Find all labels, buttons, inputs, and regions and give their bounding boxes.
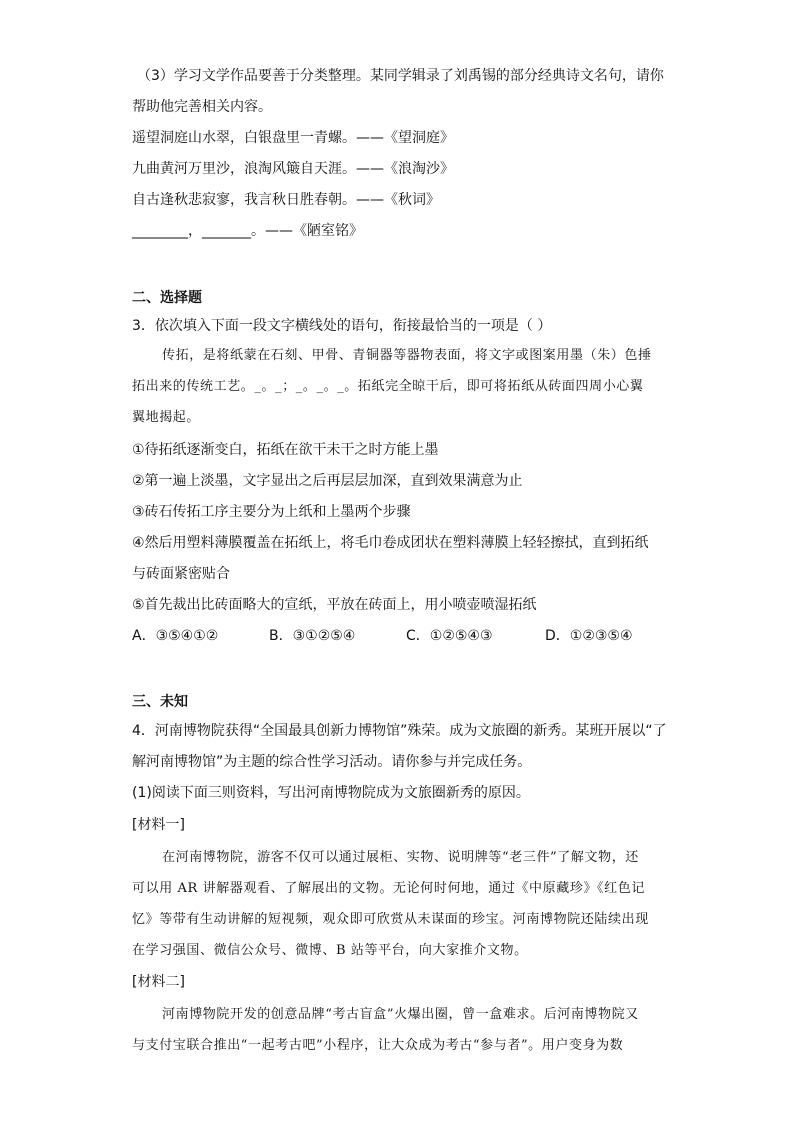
q3-passage-line-2: 拓出来的传统工艺。_。_；_。_。_。拓纸完全晾干后，即可将拓纸从砖面四周小心翼 xyxy=(132,379,644,394)
q3-item-3: ③砖石传拓工序主要分为上纸和上墨两个步骤 xyxy=(132,504,411,520)
poem-line-3: 自古逢秋悲寂寥，我言秋日胜春朝。——《秋词》 xyxy=(132,192,440,208)
section-2-heading: 二、选择题 xyxy=(132,290,202,306)
option-a[interactable]: A．③⑤④①② xyxy=(132,628,219,644)
q3-item-5: ⑤首先裁出比砖面略大的宣纸，平放在砖面上，用小喷壶喷湿拓纸 xyxy=(132,597,537,613)
q3-options xyxy=(132,626,633,646)
material-2-label: [材料二] xyxy=(132,974,185,990)
material-1-line-4: 在学习强国、微信公众号、微博、B 站等平台，向大家推介文物。 xyxy=(132,943,528,958)
section-3-heading: 三、未知 xyxy=(132,694,188,710)
q3-item-4-cont: 与砖面紧密贴合 xyxy=(132,566,230,582)
poem-line-1: 遥望洞庭山水翠，白银盘里一青螺。——《望洞庭》 xyxy=(132,130,454,146)
q4-line-1: 4．河南博物院获得“全国最具创新力博物馆”殊荣。成为文旅圈的新秀。某班开展以“了 xyxy=(132,723,667,739)
q3-passage-line-1: 传拓，是将纸蒙在石刻、甲骨、青铜器等器物表面，将文字或图案用墨（朱）色捶 xyxy=(162,348,652,363)
option-d[interactable]: D．①②③⑤④ xyxy=(545,628,633,644)
poem-line-2: 九曲黄河万里沙，浪淘风簸自天涯。——《浪淘沙》 xyxy=(132,161,454,177)
material-2-line-2: 与支付宝联合推出“一起考古吧”小程序，让大众成为考古“参与者”。用户变身为数 xyxy=(132,1038,624,1053)
q4-line-2: 解河南博物馆”为主题的综合性学习活动。请你参与并完成任务。 xyxy=(132,754,532,770)
q4-line-3: (1)阅读下面三则资料，写出河南博物院成为文旅圈新秀的原因。 xyxy=(132,785,530,801)
material-1-label: [材料一] xyxy=(132,817,185,833)
material-1-line-1: 在河南博物院，游客不仅可以通过展柜、实物、说明牌等“老三件”了解文物，还 xyxy=(162,850,639,865)
q3-item-1: ①待拓纸逐渐变白，拓纸在欲干未干之时方能上墨 xyxy=(132,442,439,458)
material-1-line-2: 可以用 AR 讲解器观看、了解展出的文物。无论何时何地，通过《中原藏珍》《红色记 xyxy=(132,881,645,896)
q-prev-line-1: （3）学习文学作品要善于分类整理。某同学辑录了刘禹锡的部分经典诗文名句，请你 xyxy=(137,68,664,84)
option-c[interactable]: C．①②⑤④③ xyxy=(406,628,493,644)
q-prev-line-2: 帮助他完善相关内容。 xyxy=(132,99,272,115)
option-b[interactable]: B．③①②⑤④ xyxy=(269,628,356,644)
q3-passage-line-3: 翼地揭起。 xyxy=(132,410,201,425)
q3-stem: 3．依次填入下面一段文字横线处的语句，衔接最恰当的一项是（ ） xyxy=(132,318,552,334)
poem-line-4-blank: ________，_______。——《陋室铭》 xyxy=(132,223,363,239)
q3-item-4: ④然后用塑料薄膜覆盖在拓纸上，将毛巾卷成团状在塑料薄膜上轻轻擦拭，直到拓纸 xyxy=(132,535,649,551)
q3-item-2: ②第一遍上淡墨，文字显出之后再层层加深，直到效果满意为止 xyxy=(132,473,523,489)
material-1-line-3: 忆》等带有生动讲解的短视频，观众即可欣赏从未谋面的珍宝。河南博物院还陆续出现 xyxy=(132,912,649,927)
material-2-line-1: 河南博物院开发的创意品牌“考古盲盒”火爆出圈，曾一盒难求。后河南博物院又 xyxy=(162,1007,639,1022)
